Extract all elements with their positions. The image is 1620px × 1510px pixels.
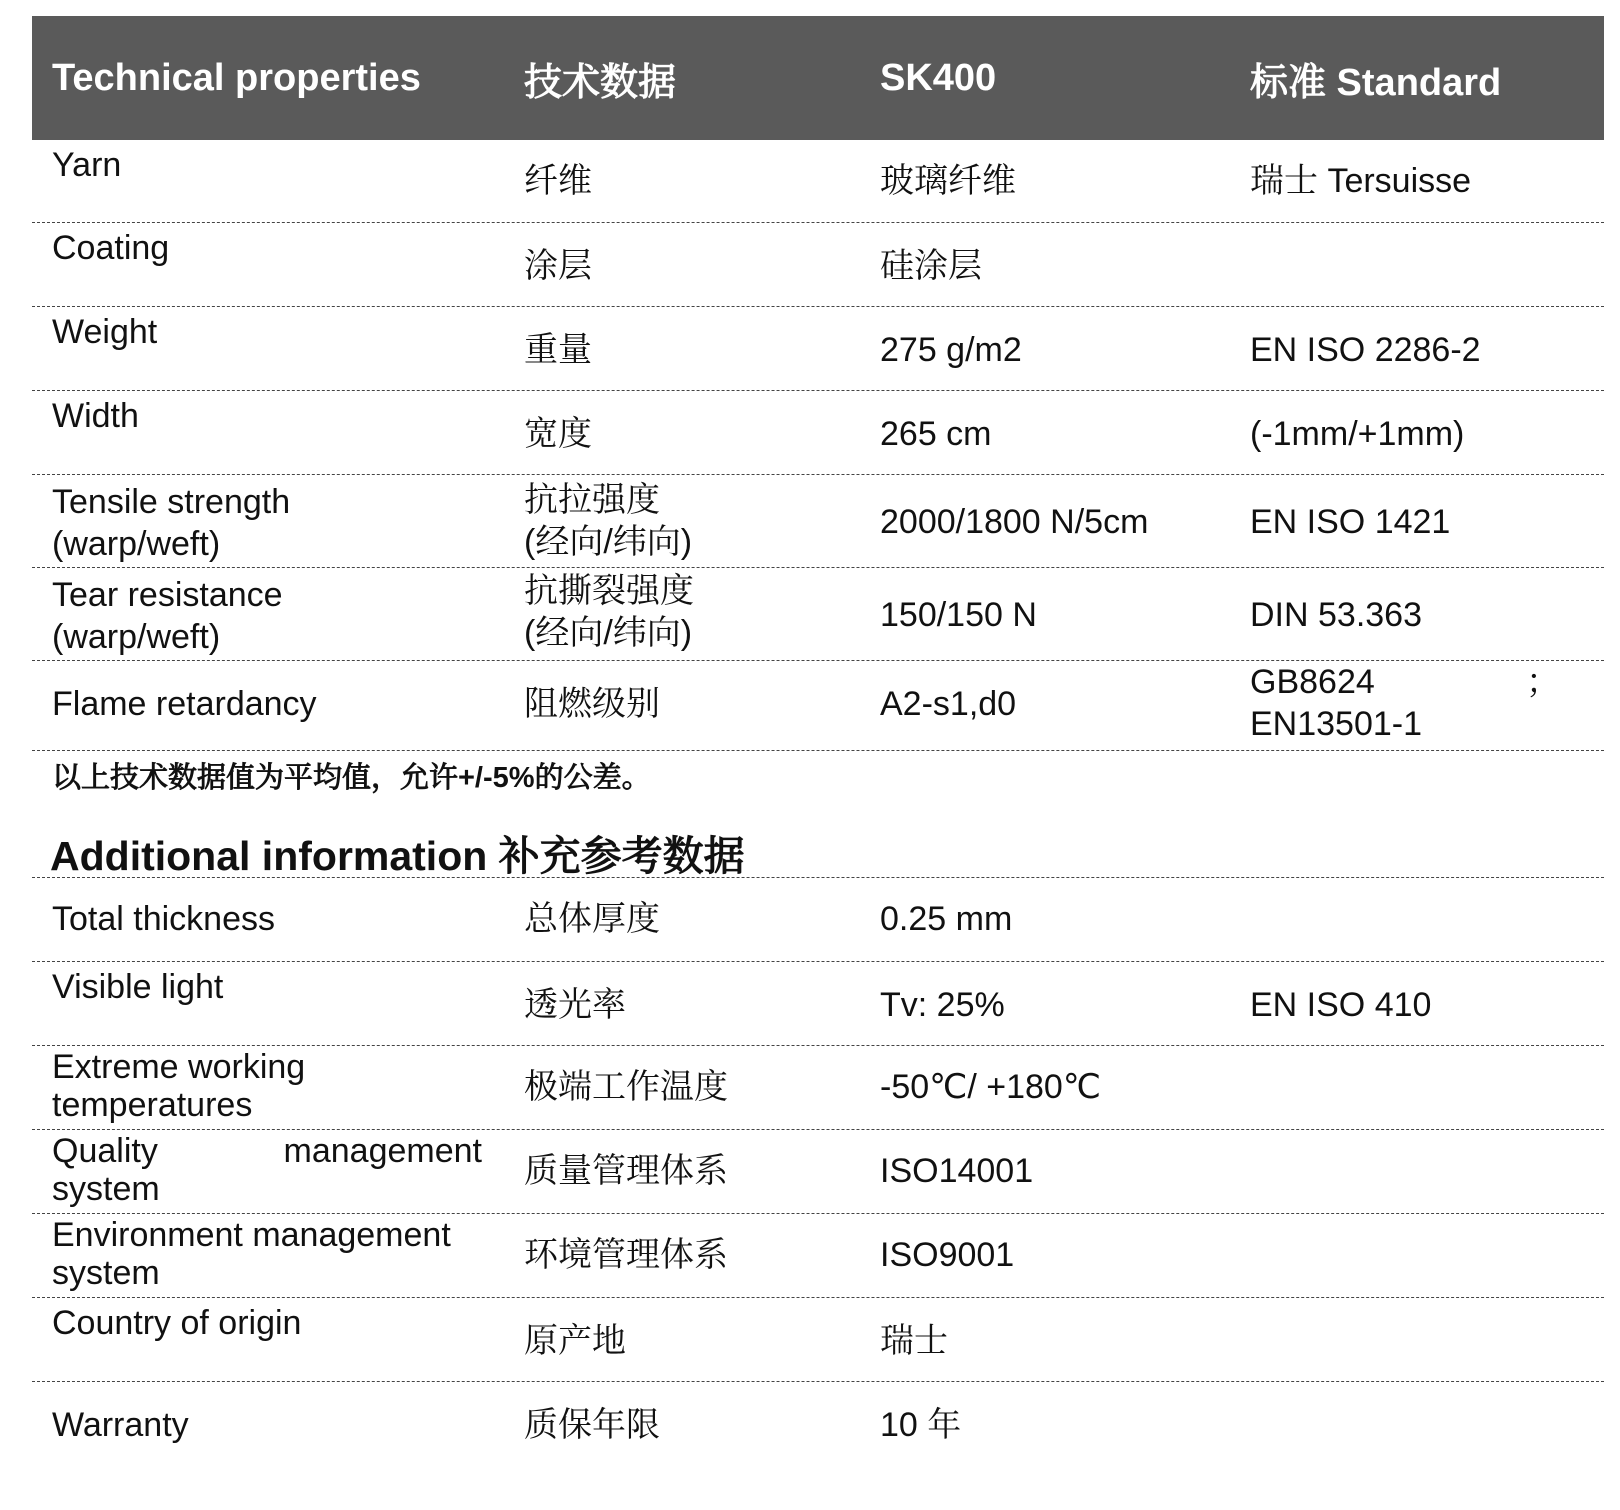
table-row	[32, 1298, 1604, 1382]
property-standard	[1250, 661, 1560, 745]
property-zh-line1: 抗撕裂强度	[524, 572, 694, 610]
header-product: SK400	[880, 56, 997, 99]
property-value: 2000/1800 N/5cm	[880, 503, 1149, 541]
header-technical-data: 技术数据	[524, 61, 677, 104]
property-value: 硅涂层	[880, 247, 982, 285]
standard-gb: GB8624	[1250, 663, 1375, 701]
header-technical-properties: Technical properties	[52, 56, 421, 99]
table-row	[32, 1046, 1604, 1130]
property-en-word1: Quality	[52, 1132, 158, 1170]
property-en-line1: Extreme working	[52, 1048, 306, 1086]
table-row	[32, 307, 1604, 391]
property-value: 10 年	[880, 1406, 962, 1444]
section-title: Additional information 补充参考数据	[50, 833, 745, 879]
property-en	[52, 481, 290, 565]
property-en: Flame retardancy	[52, 685, 317, 723]
property-value: 265 cm	[880, 415, 992, 453]
property-zh: 阻燃级别	[524, 685, 660, 723]
table-row	[32, 475, 1604, 568]
property-en-line1: Tear resistance	[52, 576, 283, 614]
tolerance-note: 以上技术数据值为平均值，允许+/-5%的公差。	[52, 762, 651, 794]
property-en	[52, 1132, 482, 1208]
note-area	[32, 751, 1604, 821]
property-standard: 瑞士 Tersuisse	[1250, 162, 1472, 200]
property-zh: 极端工作温度	[524, 1068, 728, 1106]
property-zh: 纤维	[524, 162, 592, 200]
property-standard: (-1mm/+1mm)	[1250, 415, 1465, 453]
property-value: Tv: 25%	[880, 986, 1005, 1024]
property-en	[52, 1048, 305, 1124]
property-en: Weight	[52, 313, 158, 351]
additional-header	[32, 821, 1604, 878]
table-row	[32, 568, 1604, 661]
table-row	[32, 1130, 1604, 1214]
property-en: Total thickness	[52, 900, 275, 938]
property-en: Country of origin	[52, 1304, 302, 1342]
header-standard: 标准 Standard	[1250, 61, 1502, 104]
table-row	[32, 878, 1604, 962]
property-standard: EN ISO 2286-2	[1250, 331, 1481, 369]
property-zh-line1: 抗拉强度	[524, 481, 660, 519]
property-standard: EN ISO 1421	[1250, 503, 1451, 541]
table-row	[32, 140, 1604, 223]
property-zh	[524, 570, 694, 654]
property-en: Coating	[52, 229, 170, 267]
property-zh: 宽度	[524, 415, 592, 453]
property-standard: EN ISO 410	[1250, 986, 1432, 1024]
property-en-line2: system	[52, 1170, 160, 1208]
standard-en: EN13501-1	[1250, 705, 1423, 743]
property-en: Visible light	[52, 968, 224, 1006]
standard-line1	[1250, 661, 1560, 703]
property-en: Warranty	[52, 1406, 189, 1444]
standard-separator: ；	[1526, 663, 1560, 701]
property-value: ISO14001	[880, 1152, 1034, 1190]
property-zh: 总体厚度	[524, 900, 660, 938]
property-en-line2: system	[52, 1254, 160, 1292]
property-zh: 透光率	[524, 986, 626, 1024]
property-en-line2: temperatures	[52, 1086, 253, 1124]
table-header	[32, 16, 1604, 140]
property-value: 0.25 mm	[880, 900, 1013, 938]
property-en: Width	[52, 397, 139, 435]
property-value: 玻璃纤维	[880, 162, 1016, 200]
property-en: Yarn	[52, 146, 122, 184]
property-value: ISO9001	[880, 1236, 1015, 1274]
property-zh: 涂层	[524, 247, 592, 285]
table-row	[32, 962, 1604, 1046]
property-en-line2: (warp/weft)	[52, 618, 221, 656]
property-value: -50℃/ +180℃	[880, 1068, 1101, 1106]
datasheet	[32, 16, 1604, 1465]
property-value: 150/150 N	[880, 596, 1037, 634]
property-en-line1	[52, 1132, 482, 1170]
property-zh-line2: (经向/纬向)	[524, 523, 693, 561]
property-value: 瑞士	[880, 1322, 948, 1360]
property-value: 275 g/m2	[880, 331, 1022, 369]
property-en-word2: management	[283, 1132, 482, 1170]
table-row	[32, 661, 1604, 751]
property-zh: 质量管理体系	[524, 1152, 728, 1190]
property-value: A2-s1,d0	[880, 685, 1017, 723]
property-zh	[524, 479, 692, 563]
table-row	[32, 223, 1604, 307]
property-en	[52, 574, 283, 658]
property-standard: DIN 53.363	[1250, 596, 1422, 634]
property-zh-line2: (经向/纬向)	[524, 614, 693, 652]
property-en-line1: Tensile strength	[52, 483, 291, 521]
property-en	[52, 1216, 451, 1292]
property-zh: 重量	[524, 331, 592, 369]
property-zh: 原产地	[524, 1322, 626, 1360]
table-row	[32, 391, 1604, 475]
property-en-line1: Environment management	[52, 1216, 451, 1254]
property-en-line2: (warp/weft)	[52, 525, 221, 563]
table-row	[32, 1214, 1604, 1298]
property-zh: 环境管理体系	[524, 1236, 728, 1274]
property-zh: 质保年限	[524, 1406, 660, 1444]
table-row	[32, 1382, 1604, 1465]
